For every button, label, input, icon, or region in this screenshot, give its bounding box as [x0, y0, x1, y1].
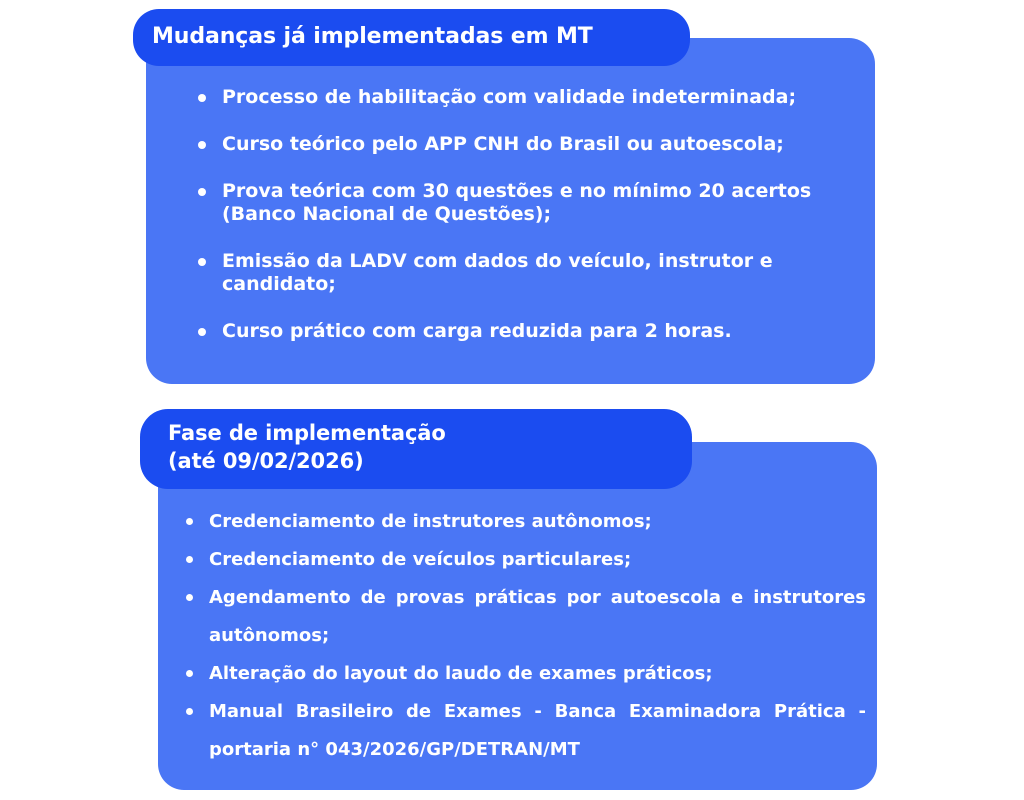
list-item: Credenciamento de veículos particulares; — [181, 541, 866, 579]
implementation-phase-title-line1: Fase de implementação — [168, 421, 446, 445]
bullet-icon — [186, 556, 193, 563]
list-item: Agendamento de provas práticas por autoescola e instrutores autônomos; — [181, 579, 866, 655]
bullet-icon — [186, 594, 193, 601]
bullet-icon — [198, 188, 206, 196]
implementation-phase-list — [181, 503, 866, 769]
bullet-icon — [198, 141, 206, 149]
list-item: Emissão da LADV com dados do veículo, instrutor e candidato; — [193, 250, 858, 296]
list-item: Processo de habilitação com validade indeterminada; — [193, 86, 858, 109]
list-item: Prova teórica com 30 questões e no mínimo 20 acertos (Banco Nacional de Questões); — [193, 180, 858, 226]
list-item: Curso prático com carga reduzida para 2 horas. — [193, 320, 858, 343]
bullet-icon — [198, 94, 206, 102]
list-item: Manual Brasileiro de Exames - Banca Examinadora Prática - portaria n° 043/2026/GP/DETRAN/MT — [181, 693, 866, 769]
bullet-icon — [198, 258, 206, 266]
bullet-icon — [186, 518, 193, 525]
list-item: Alteração do layout do laudo de exames práticos; — [181, 655, 866, 693]
list-item: Curso teórico pelo APP CNH do Brasil ou autoescola; — [193, 133, 858, 156]
implementation-phase-title-line2: (até 09/02/2026) — [168, 449, 364, 473]
bullet-icon — [186, 670, 193, 677]
implementation-phase-header — [140, 409, 692, 489]
implemented-changes-list — [193, 86, 858, 343]
implemented-changes-header — [133, 9, 690, 66]
bullet-icon — [186, 708, 193, 715]
implemented-changes-title: Mudanças já implementadas em MT — [152, 24, 593, 49]
implementation-phase-title — [168, 419, 692, 475]
list-item: Credenciamento de instrutores autônomos; — [181, 503, 866, 541]
bullet-icon — [198, 328, 206, 336]
